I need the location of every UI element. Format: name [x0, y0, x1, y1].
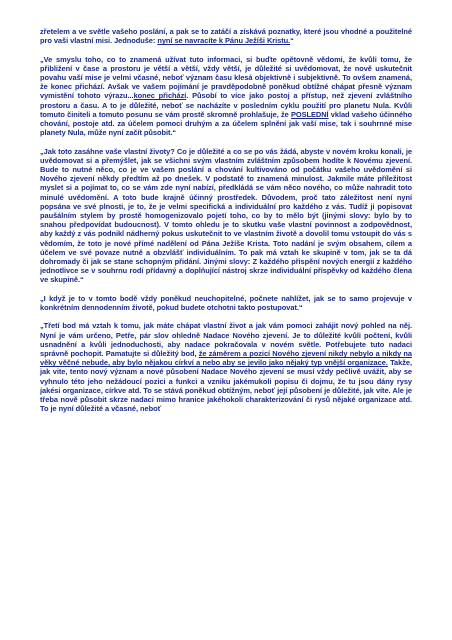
document-body	[40, 27, 412, 423]
underlined-text: POSLEDNÍ	[290, 109, 329, 119]
paragraph-text: „Ve smyslu toho, co to znamená užívat tuto informaci, si buďte opětovně vědomi, že kvůli tomu, že přibližení v čase a prostoru je větší a větší, vždy větší, je důležité si uvědomovat, že nově uskutečnit povahu vaší mise je velmi včasné, neboť význam času klesá objektivně i subjektivně. To ovšem znamená, že konec přichází. Avšak ve vašem pojímání je pravděpodobně poněkud obtížné chápat přesně význam vymistění tohoto výrazu...	[40, 54, 412, 101]
paragraph-text: „Jak toto zasáhne vaše vlastní životy? Co je důležité a co se po vás žádá, abyste v novém kroku konali, je uvědomovat si a přemýšlet, jak se všichni svým vlastním zvláštním způsobem hodíte k Novému zjevení. Bude to nutné něco, co je ve vašem poslání a chování kultivováno od počátku vašeho uvědomění si Nového zjevení někdy předtím až po dnešek. V podstatě to znamená minulost. Jakmile máte příležitost myslet si a pojímat to, co se vám zde nyní nabízí, předkládá se vám něco nového, co může nahradit toto minulé uvědomění. A toto bude krajně účinný prostředek. Důvodem, proč tato záležitost není nyní popsána ve své plnosti, je to, že je velmi specifická a individuální pro každého z vás. Tudíž ji popisovat paušálním stylem by prostě homogenizovalo pojetí toho, co by to mělo být (jinými slovy: bylo by to snahou předpovídat budoucnost). V tomto ohledu je to skutku vaše vlastní povinnost a zodpovědnost, aby každý z vás podnikl nádherný pokus uskutečnit to ve vlastním životě a dovolil tomu vstoupit do vás s vědomím, že toto je nové přímé nadělení od Pána Ježíše Krista. Toto nadání je svým obsahem, cílem a účelem ve své povaze nutně a obzvlášť individuálním. To pak má vztah ke skupině v tom, jak se ta dá dohromady či jak se stane schopným přidání. Jinými slovy: Z každého přispění nových energií z každého jednotlivce se v souhrnu rodí přídavný a doplňující nástroj skrze individuální příspěvky od každého člena ve skupině.“	[40, 146, 412, 285]
paragraph-continuation	[40, 27, 412, 45]
paragraph-new-revelation	[40, 147, 412, 285]
paragraph-text: Takže, jak vite, tento nový význam a nové působení Nadace Nového zjevení se musí vždy pečlivě uvážit, aby se vyhnulo této jeho nežádoucí pozici a funkci a vzniku jakémukoli popisu či dojmu, že tu jsou dány rysy jakési organizace, církve atd. To se stává poněkud obtížným, neboť její působení je důležité, jak víte. Ale je třeba nově působit skrze nadaci mimo hranice jakéhokoli charakterizování či rysů nějaké organizace atd. To je nyní důležité a včasné, neboť	[40, 358, 412, 414]
underlined-text: nyní se navracíte k Pánu Ježíši Kristu.	[157, 36, 291, 46]
paragraph-text: „Třetí bod má vztah k tomu, jak máte chápat vlastní život a jak vám pomoci zahájit nový pohled na něj. Nyní je vám určeno, Petře, pár slov ohledně Nadace Nového zjevení. Je to důležité kvůli počtení, kvůli usnadnění a kvůli jednoduchosti, aby nadace pokračovala v novém světle. Potřebujete tuto nadaci správně pochopit. Pamatujte si důležitý bod,	[40, 321, 412, 359]
paragraph-text: „I když je to v tomto bodě vždy poněkud neuchopitelné, počnete nahlížet, jak se to samo projevuje v konkrétním dennodenním životě, pokud budete otchotni takto postupovat.“	[40, 293, 412, 313]
paragraph-daily-life	[40, 294, 412, 312]
paragraph-foundation	[40, 321, 412, 413]
paragraph-text: vklad vašeho účinného chování, postoje atd. za účelem pomoci druhým a za účelem splnění jak vaší mise, tak i souhrnné mise planety Nula, může nyní začít působit.“	[40, 109, 412, 138]
underlined-text: konec přichází	[133, 91, 187, 101]
paragraph-end-approaching	[40, 55, 412, 138]
paragraph-text: . Působí to více jako postoj a přístup, než zjevení zvláštního prostoru a času. A to je důležité, neboť se nacházíte v posledním cyklu použití pro planetu Nula. Kvůli tomuto činiteli a tomuto posunu se vám prostě skromně prohlašuje, že	[40, 91, 412, 119]
paragraph-text: “	[290, 36, 294, 46]
underlined-text: že záměrem a pozicí Nového zjevení nikdy nebylo a nikdy na věky věčné nebude, aby bylo nějakou církví a nebo aby se jevilo jako nějaký typ vnější organizace.	[40, 349, 412, 368]
paragraph-text: zřetelem a ve světle vašeho poslání, a pak se to zatáčí a získává poznatky, které jsou vhodné a použitelné pro vaši vlastní misi. Jednoduše:	[40, 27, 412, 46]
